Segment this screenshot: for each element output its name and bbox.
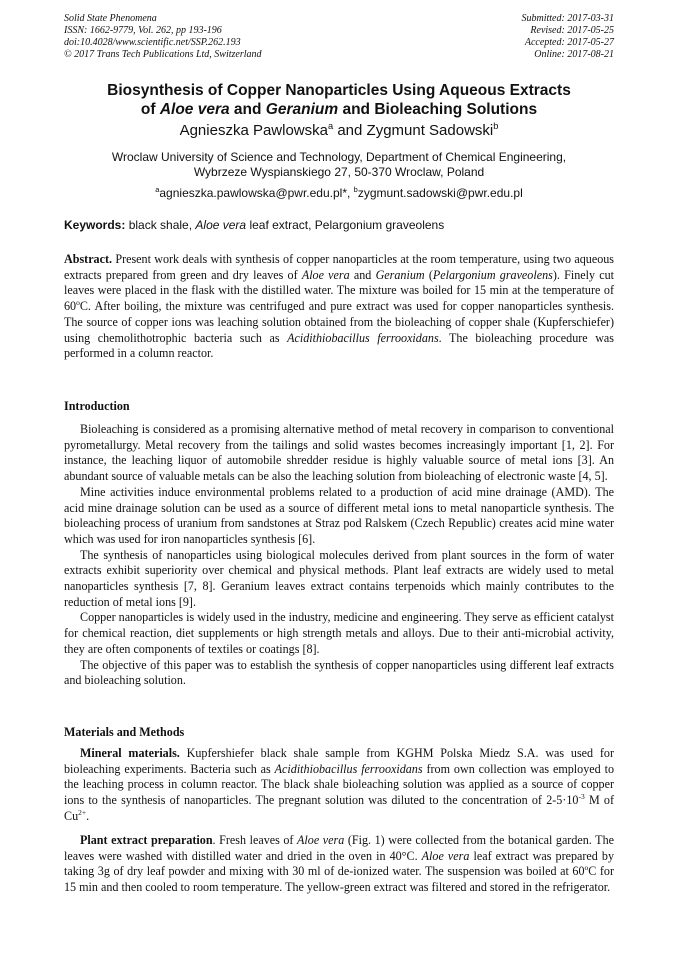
authors-and: and [333,122,367,139]
title-line-1: Biosynthesis of Copper Nanoparticles Using Aqueous Extracts [107,82,571,99]
title-geranium: Geranium [265,101,339,118]
author-emails [64,186,614,201]
mineral-text: Kupfershiefer black shale sample from KGHM Polska Miedz S.A. was used for bioleaching experiments. Bacteria such as [64,746,614,776]
journal-info [64,13,262,61]
plant-text: . Fresh leaves of [212,833,298,847]
abstract-bacteria: Acidithiobacillus ferrooxidans [287,330,439,345]
methods-mineral [64,746,614,825]
abstract-text: Present work deals with synthesis of copper nanoparticles at the room temperature, using two aqueous extracts prepared from green and dry leaves of [64,252,614,282]
abstract-text: ( [424,267,433,282]
abstract-geranium: Geranium [375,267,425,282]
intro-paragraph-2: Mine activities induce environmental problems related to a production of acid mine drainage (AMD). The acid mine drainage solution can be used as a source of different metal ions to metal nanoparticle synthesis. The bioleaching process of uranium from sandstones at Straz pod Ralskem (Czech Republic) creates acid mine water which was used for iron nanoparticles synthesis [6]. [64,484,614,546]
plant-text: leaf extract was prepared by taking 3g of dry leaf powder and mixing with 30 ml of de-ionized water. The suspension was boiled at 60 [64,848,614,879]
abstract-text: C. After boiling, the mixture was centrifuged and pure extract was used for copper nanoparticles synthesis. The source of copper ions was leaching solution obtained from the bioleaching of copper shale (Kupferschiefer) using chemolithotrophic bacteria such as [64,299,614,345]
journal-name: Solid State Phenomena [64,13,157,24]
journal-issn: ISSN: 1662-9779, Vol. 262, pp 193-196 [64,25,222,36]
date-accepted: Accepted: 2017-05-27 [524,37,614,48]
author-1: Agnieszka Pawlowska [179,122,328,139]
abstract-paragraph [64,252,614,362]
title-aloe: Aloe vera [159,101,230,118]
abstract-label: Abstract. [64,252,113,266]
mineral-text: from own collection was employed to the leaching process in column reactor. The black shale bioleaching solution was applied as a source of copper ions to the synthesis of nanoparticles. The pregnant solution was diluted to the concentration of 2-5·10 [64,761,614,808]
mineral-exponent: -3 [578,792,585,802]
plant-label: Plant extract preparation [80,833,213,847]
introduction-body [64,422,614,689]
methods-heading: Materials and Methods [64,725,185,739]
plant-paragraph [64,833,614,896]
keywords-text: leaf extract, Pelargonium graveolens [246,218,445,232]
intro-paragraph-4: Copper nanoparticles is widely used in the industry, medicine and engineering. They serve as efficient catalyst for chemical reaction, diet supplements or high strength metals and alloys. Due to their anti-microbial activity, they are often components of textiles or coatings [8]. [64,610,614,656]
paper-title [64,81,614,119]
email-a-mark: a [155,185,160,194]
keywords [64,218,614,233]
authors [64,122,614,140]
title-text: and Bioleaching Solutions [338,101,538,118]
intro-paragraph-3: The synthesis of nanoparticles using biological molecules derived from plant sources in the form of water extracts exhibit superiority over chemical and physical methods. Plant leaf extracts are widely used to metal nanoparticles synthesis [7, 8]. Geranium leaves extract contains terpenoids which mainly contributes to the reduction of metal ions [9]. [64,547,614,609]
keywords-text: black shale, [125,218,196,232]
intro-paragraph-1: Bioleaching is considered as a promising alternative method of metal recovery in comparison to conventional pyrometallurgy. Metal recovery from the tailings and solid wastes becomes increasingly important [1, 2]. For instance, the leaching liquor of automobile shredder residue is highly valuable source of metal ions [3]. An abundant source of valuable metals can be also the leaching solution from bioleaching of electronic waste [4, 5]. [64,422,614,484]
abstract-text: ). Finely cut leaves were placed in the flask with the distilled water. The mixture was boiled for 15 min at the temperature of 60 [64,267,614,314]
plant-aloe: Aloe vera [297,833,345,847]
abstract-pelargonium: Pelargonium graveolens [432,267,553,282]
plant-text: (Fig. 1) were collected from the botanical garden. The leaves were washed with distilled water and dried in the oven in 40°C. [64,833,614,863]
email-a[interactable]: agnieszka.pawlowska@pwr.edu.pl*, [159,186,354,200]
date-revised: Revised: 2017-05-25 [530,25,614,36]
keywords-aloe: Aloe vera [195,218,247,232]
affiliation-line-1: Wroclaw University of Science and Technology, Department of Chemical Engineering, [111,150,567,164]
email-b[interactable]: zygmunt.sadowski@pwr.edu.pl [357,186,523,200]
plant-aloe: Aloe vera [421,848,470,863]
title-text: of [140,101,160,118]
mineral-label: Mineral materials. [80,746,180,760]
abstract-text: . The bioleaching procedure was performed in a column reactor. [64,330,615,361]
keywords-label: Keywords: [64,218,126,232]
journal-doi: doi:10.4028/www.scientific.net/SSP.262.193 [64,37,241,48]
publication-dates [522,13,615,61]
plant-degree: o [584,863,589,873]
author-2: Zygmunt Sadowski [366,122,494,139]
abstract [64,252,614,362]
title-text: and [229,101,266,118]
journal-copyright: © 2017 Trans Tech Publications Ltd, Switzerland [64,49,262,60]
affiliation-line-2: Wybrzeze Wyspianskiego 27, 50-370 Wroclaw, Poland [193,165,485,179]
plant-text: C for 15 min and then cooled to room temperature. The yellow-green extract was filtered and stored in the refrigerator. [64,864,614,895]
abstract-degree: o [76,298,80,308]
affiliation [64,150,614,180]
mineral-bacteria: Acidithiobacillus ferrooxidans [274,761,423,776]
author-2-mark: b [493,121,499,131]
mineral-ion-charge: 2+ [78,807,87,817]
mineral-paragraph [64,746,614,825]
date-submitted: Submitted: 2017-03-31 [521,13,614,24]
date-online: Online: 2017-08-21 [534,49,614,60]
introduction-heading: Introduction [64,399,130,413]
methods-plant-extract [64,833,614,896]
email-b-mark: b [353,185,358,194]
intro-paragraph-5: The objective of this paper was to establish the synthesis of copper nanoparticles using different leaf extracts and bioleaching solution. [64,657,614,688]
mineral-text: . [86,808,90,823]
mineral-text: M of Cu [64,793,615,823]
abstract-text: and [349,267,376,282]
abstract-aloe: Aloe vera [301,267,350,282]
author-1-mark: a [327,121,334,131]
